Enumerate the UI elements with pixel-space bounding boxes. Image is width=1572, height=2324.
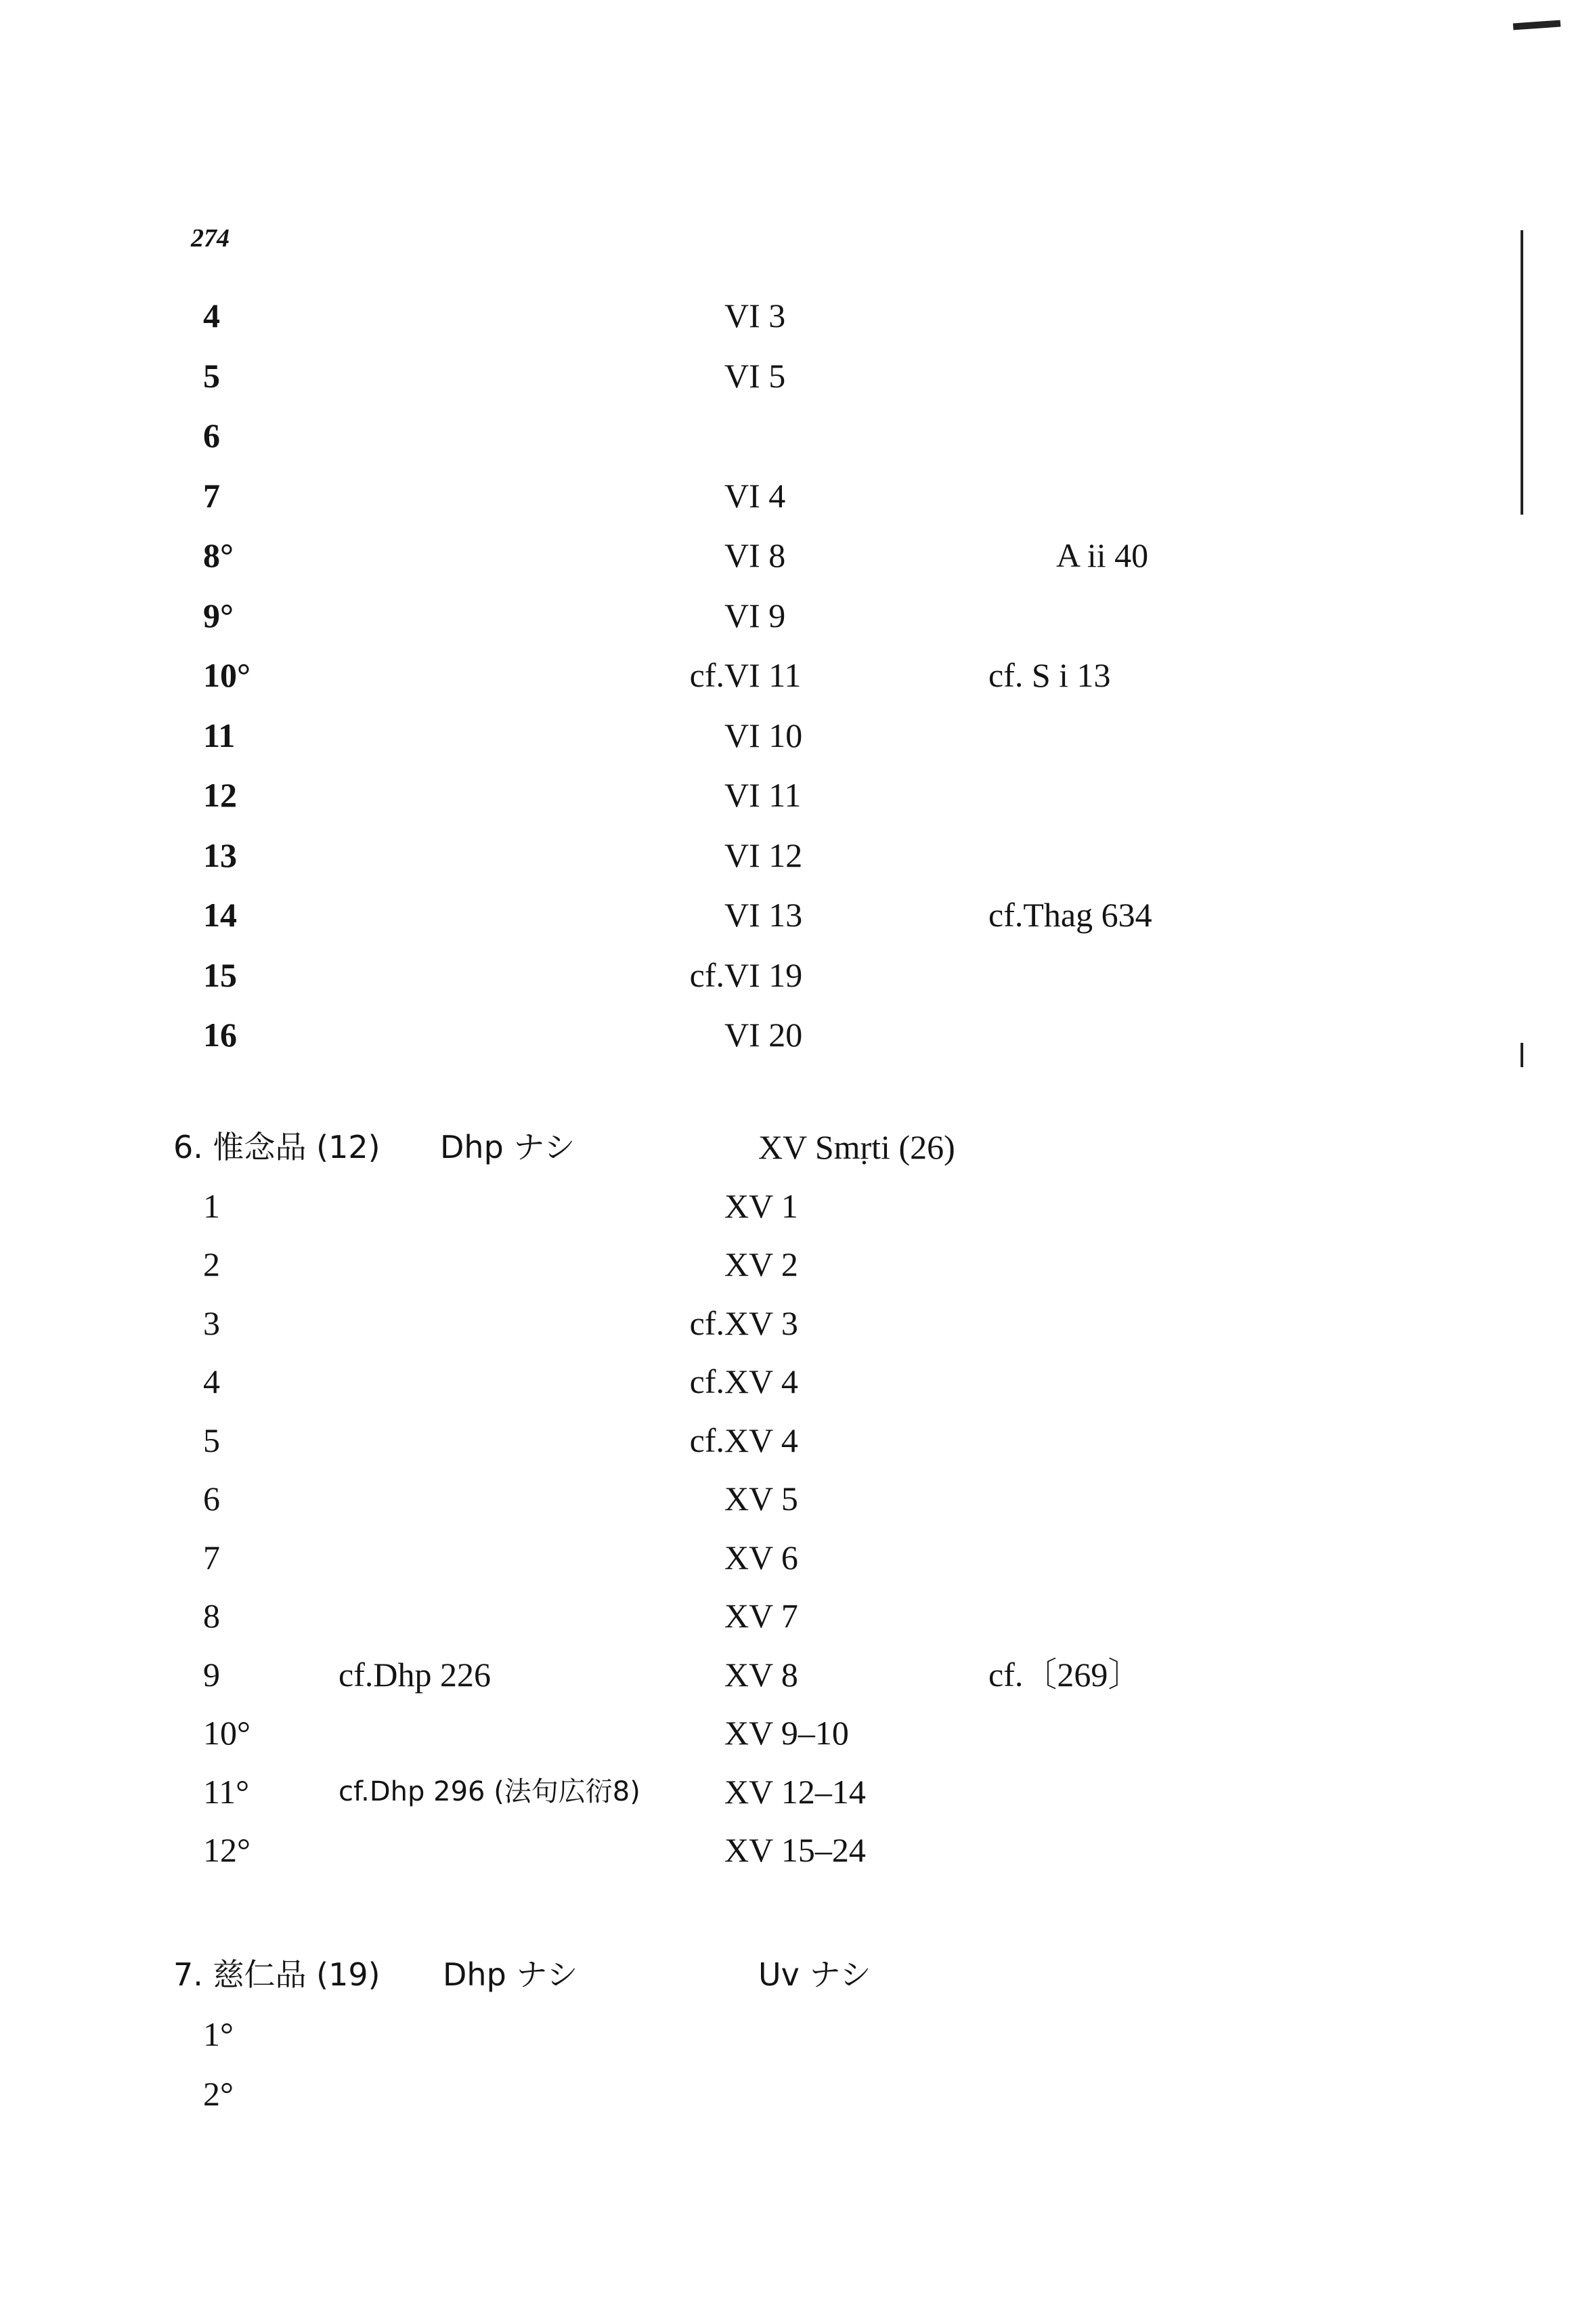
table-row (0, 890, 1572, 939)
verse-number: 3 (203, 1304, 220, 1342)
verse-number: 5 (203, 1421, 220, 1459)
verse-number: 10° (203, 1714, 250, 1752)
verse-number: 2° (203, 2075, 234, 2113)
verse-number: 15 (203, 955, 237, 994)
verse-number: 14 (203, 896, 237, 934)
table-row (0, 1182, 1572, 1230)
verse-number: 6 (203, 416, 220, 454)
uv-reference: VI 9 (724, 596, 786, 634)
table-row (0, 831, 1572, 880)
table-row (0, 1299, 1572, 1348)
verse-number: 16 (203, 1016, 237, 1054)
table-row (0, 1474, 1572, 1523)
verse-number: 12 (203, 776, 237, 814)
table-row (0, 531, 1572, 580)
verse-number: 1 (203, 1186, 220, 1225)
uv-reference: XV 5 (724, 1480, 798, 1518)
verse-number: 13 (203, 836, 237, 874)
verse-number: 2 (203, 1245, 220, 1283)
verse-number: 11° (203, 1772, 250, 1811)
verse-number: 5 (203, 356, 220, 395)
table-row (0, 951, 1572, 999)
uv-reference: XV 15–24 (724, 1831, 866, 1869)
verse-number: 7 (203, 476, 220, 515)
uv-reference: XV 7 (724, 1597, 798, 1635)
table-row (0, 1357, 1572, 1406)
parallel-note: cf.Thag 634 (988, 896, 1152, 934)
cf-prefix: cf. (689, 1421, 724, 1459)
verse-number: 4 (203, 1362, 220, 1400)
table-row (0, 471, 1572, 520)
section-heading-row (0, 1950, 1572, 1999)
table-row (0, 1767, 1572, 1816)
verse-number: 9° (203, 596, 234, 634)
scan-edge-tick (1521, 1043, 1523, 1067)
uv-reference: XV 4 (724, 1362, 798, 1400)
table-row (0, 1708, 1572, 1757)
uv-reference: VI 3 (724, 297, 786, 335)
uv-reference: VI 13 (724, 896, 803, 934)
uv-reference: XV 3 (724, 1304, 798, 1342)
table-row (0, 351, 1572, 400)
table-row (0, 1240, 1572, 1289)
cf-prefix: cf. (689, 1362, 724, 1400)
uv-reference: VI 8 (724, 536, 786, 574)
dhp-status: Dhp ナシ (440, 1129, 575, 1165)
table-row (0, 1010, 1572, 1059)
uv-reference: XV 1 (724, 1186, 798, 1225)
cf-prefix: cf. (689, 955, 724, 994)
table-row (0, 711, 1572, 760)
dhp-status: Dhp ナシ (443, 1956, 578, 1993)
verse-number: 11 (203, 716, 236, 754)
uv-reference: XV 2 (724, 1245, 798, 1283)
uv-reference: VI 4 (724, 476, 786, 515)
verse-number: 6 (203, 1480, 220, 1518)
uv-reference: VI 5 (724, 356, 786, 395)
uv-reference: XV 6 (724, 1538, 798, 1576)
table-row (0, 1650, 1572, 1699)
uv-reference: XV 12–14 (724, 1772, 866, 1811)
table-row (0, 2010, 1572, 2059)
verse-number: 9 (203, 1655, 220, 1694)
uv-reference: VI 20 (724, 1016, 803, 1054)
dhp-parallel: cf.Dhp 296 (法句広衍8) (339, 1776, 640, 1807)
parallel-note: cf.〔269〕 (988, 1655, 1142, 1694)
table-row (0, 411, 1572, 460)
parallel-note: cf. S i 13 (988, 656, 1111, 694)
uv-reference: VI 19 (724, 955, 803, 994)
uv-reference: XV 9–10 (724, 1714, 849, 1752)
uv-reference: VI 10 (724, 716, 803, 754)
parallel-note: A ii 40 (1056, 536, 1149, 574)
uv-status: Uv ナシ (758, 1956, 871, 1993)
verse-number: 4 (203, 297, 220, 335)
uv-reference: VI 11 (724, 776, 802, 814)
table-row (0, 1416, 1572, 1465)
table-row (0, 2069, 1572, 2118)
table-row (0, 1591, 1572, 1640)
table-row (0, 1826, 1572, 1874)
cf-prefix: cf. (689, 656, 724, 694)
table-row (0, 771, 1572, 819)
verse-number: 10° (203, 656, 250, 694)
verse-number: 12° (203, 1831, 250, 1869)
table-row (0, 591, 1572, 640)
verse-number: 8° (203, 536, 234, 574)
uv-reference: XV 4 (724, 1421, 798, 1459)
verse-number: 7 (203, 1538, 220, 1576)
verse-number: 1° (203, 2015, 234, 2053)
table-row (0, 651, 1572, 700)
dhp-parallel: cf.Dhp 226 (339, 1655, 491, 1694)
uv-reference: VI 11 (724, 656, 802, 694)
section-heading: 7. 慈仁品 (19) (173, 1956, 380, 1993)
uv-reference: VI 12 (724, 836, 803, 874)
table-row (0, 291, 1572, 340)
verse-number: 8 (203, 1597, 220, 1635)
scan-edge-mark (1513, 20, 1561, 30)
section-heading: 6. 惟念品 (12) (173, 1129, 380, 1165)
section-heading-row (0, 1123, 1572, 1171)
uv-reference: XV 8 (724, 1655, 798, 1694)
uv-chapter: XV Smṛti (26) (758, 1128, 955, 1166)
page-number: 274 (191, 224, 230, 253)
table-row (0, 1533, 1572, 1582)
cf-prefix: cf. (689, 1304, 724, 1342)
scan-edge-line (1521, 230, 1523, 515)
